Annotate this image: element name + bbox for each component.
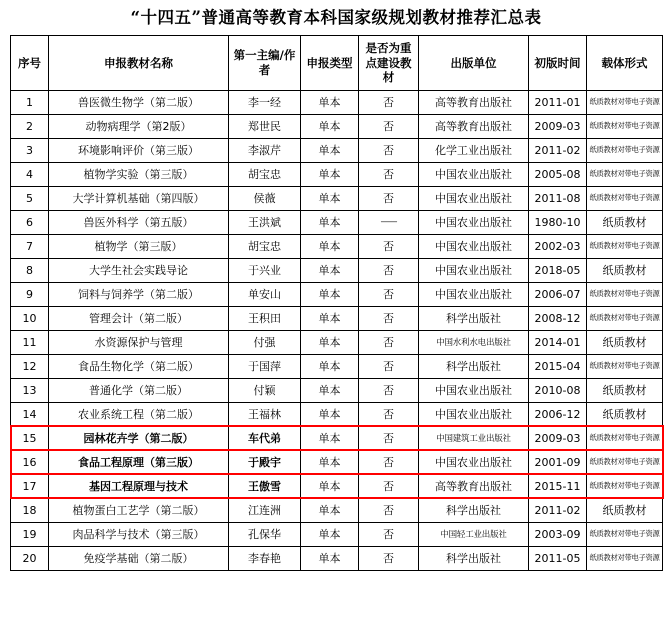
cell-publisher: 科学出版社	[419, 546, 529, 570]
column-header-publisher: 出版单位	[419, 35, 529, 90]
cell-application-type: 单本	[301, 402, 359, 426]
cell-index: 11	[11, 330, 49, 354]
page-title: “十四五”普通高等教育本科国家级规划教材推荐汇总表	[130, 8, 542, 27]
cell-textbook-name: 免疫学基础（第二版）	[49, 546, 229, 570]
cell-carrier-form: 纸质教材对带电子资源	[587, 162, 663, 186]
cell-textbook-name: 基因工程原理与技术	[49, 474, 229, 498]
cell-textbook-name: 植物学（第三版）	[49, 234, 229, 258]
cell-textbook-name: 肉品科学与技术（第三版）	[49, 522, 229, 546]
cell-publisher: 中国农业出版社	[419, 450, 529, 474]
cell-textbook-name: 普通化学（第二版）	[49, 378, 229, 402]
cell-key-construction: 否	[359, 498, 419, 522]
cell-key-construction: 否	[359, 426, 419, 450]
table-row	[11, 522, 663, 546]
cell-carrier-form: 纸质教材对带电子资源	[587, 546, 663, 570]
cell-first-edition-date: 2011-02	[529, 138, 587, 162]
cell-first-edition-date: 2018-05	[529, 258, 587, 282]
cell-author: 于兴业	[229, 258, 301, 282]
cell-author: 胡宝忠	[229, 234, 301, 258]
table-row	[11, 306, 663, 330]
column-header-date: 初版时间	[529, 35, 587, 90]
cell-first-edition-date: 2002-03	[529, 234, 587, 258]
cell-key-construction: 否	[359, 474, 419, 498]
cell-application-type: 单本	[301, 498, 359, 522]
cell-textbook-name: 植物蛋白工艺学（第二版）	[49, 498, 229, 522]
cell-author: 于国萍	[229, 354, 301, 378]
cell-first-edition-date: 2010-08	[529, 378, 587, 402]
cell-author: 车代弟	[229, 426, 301, 450]
cell-index: 17	[11, 474, 49, 498]
cell-application-type: 单本	[301, 474, 359, 498]
cell-carrier-form: 纸质教材对带电子资源	[587, 90, 663, 114]
cell-carrier-form: 纸质教材对带电子资源	[587, 426, 663, 450]
table-row	[11, 378, 663, 402]
cell-author: 王傲雪	[229, 474, 301, 498]
cell-carrier-form: 纸质教材	[587, 330, 663, 354]
cell-author: 胡宝忠	[229, 162, 301, 186]
cell-key-construction: 否	[359, 282, 419, 306]
column-header-index: 序号	[11, 35, 49, 90]
cell-index: 6	[11, 210, 49, 234]
cell-author: 郑世民	[229, 114, 301, 138]
cell-textbook-name: 管理会计（第二版）	[49, 306, 229, 330]
cell-author: 王积田	[229, 306, 301, 330]
cell-key-construction: 否	[359, 186, 419, 210]
textbook-table	[10, 35, 663, 571]
cell-author: 付颖	[229, 378, 301, 402]
cell-author: 王洪斌	[229, 210, 301, 234]
cell-first-edition-date: 2015-04	[529, 354, 587, 378]
column-header-type: 申报类型	[301, 35, 359, 90]
cell-publisher: 中国农业出版社	[419, 162, 529, 186]
cell-publisher: 中国农业出版社	[419, 378, 529, 402]
cell-first-edition-date: 2009-03	[529, 114, 587, 138]
cell-index: 14	[11, 402, 49, 426]
cell-key-construction: 否	[359, 450, 419, 474]
cell-publisher: 中国轻工业出版社	[419, 522, 529, 546]
cell-application-type: 单本	[301, 162, 359, 186]
cell-publisher: 中国农业出版社	[419, 210, 529, 234]
cell-textbook-name: 食品工程原理（第三版）	[49, 450, 229, 474]
cell-textbook-name: 大学生社会实践导论	[49, 258, 229, 282]
cell-application-type: 单本	[301, 282, 359, 306]
table-row	[11, 186, 663, 210]
cell-key-construction: 否	[359, 402, 419, 426]
cell-first-edition-date: 2008-12	[529, 306, 587, 330]
column-header-carrier: 载体形式	[587, 35, 663, 90]
cell-index: 15	[11, 426, 49, 450]
cell-publisher: 科学出版社	[419, 306, 529, 330]
cell-application-type: 单本	[301, 426, 359, 450]
table-body	[11, 90, 663, 570]
cell-index: 4	[11, 162, 49, 186]
cell-carrier-form: 纸质教材对带电子资源	[587, 306, 663, 330]
cell-textbook-name: 兽医外科学（第五版）	[49, 210, 229, 234]
cell-index: 8	[11, 258, 49, 282]
cell-application-type: 单本	[301, 138, 359, 162]
cell-first-edition-date: 2014-01	[529, 330, 587, 354]
cell-publisher: 中国农业出版社	[419, 402, 529, 426]
cell-index: 18	[11, 498, 49, 522]
table-row	[11, 234, 663, 258]
cell-publisher: 中国农业出版社	[419, 282, 529, 306]
cell-key-construction: 否	[359, 354, 419, 378]
cell-key-construction: 否	[359, 522, 419, 546]
table-row	[11, 498, 663, 522]
cell-publisher: 科学出版社	[419, 354, 529, 378]
cell-key-construction: 否	[359, 258, 419, 282]
cell-first-edition-date: 2011-05	[529, 546, 587, 570]
cell-index: 13	[11, 378, 49, 402]
cell-application-type: 单本	[301, 546, 359, 570]
table-row	[11, 282, 663, 306]
table-row	[11, 330, 663, 354]
cell-textbook-name: 植物学实验（第三版）	[49, 162, 229, 186]
cell-index: 7	[11, 234, 49, 258]
cell-publisher: 高等教育出版社	[419, 114, 529, 138]
cell-index: 12	[11, 354, 49, 378]
cell-carrier-form: 纸质教材	[587, 402, 663, 426]
cell-first-edition-date: 2011-08	[529, 186, 587, 210]
table-row	[11, 258, 663, 282]
cell-author: 付强	[229, 330, 301, 354]
cell-index: 3	[11, 138, 49, 162]
cell-application-type: 单本	[301, 186, 359, 210]
table-header-row	[11, 35, 663, 90]
cell-textbook-name: 饲料与饲养学（第二版）	[49, 282, 229, 306]
cell-publisher: 化学工业出版社	[419, 138, 529, 162]
cell-application-type: 单本	[301, 378, 359, 402]
cell-application-type: 单本	[301, 330, 359, 354]
table-row	[11, 162, 663, 186]
cell-author: 李淑芹	[229, 138, 301, 162]
cell-first-edition-date: 2003-09	[529, 522, 587, 546]
cell-first-edition-date: 2015-11	[529, 474, 587, 498]
cell-author: 李春艳	[229, 546, 301, 570]
cell-textbook-name: 水资源保护与管理	[49, 330, 229, 354]
cell-key-construction: 否	[359, 546, 419, 570]
cell-author: 王福林	[229, 402, 301, 426]
cell-key-construction: 否	[359, 138, 419, 162]
cell-index: 2	[11, 114, 49, 138]
cell-carrier-form: 纸质教材对带电子资源	[587, 114, 663, 138]
cell-textbook-name: 环境影响评价（第三版）	[49, 138, 229, 162]
cell-author: 李一经	[229, 90, 301, 114]
cell-carrier-form: 纸质教材对带电子资源	[587, 474, 663, 498]
table-row	[11, 426, 663, 450]
cell-publisher: 科学出版社	[419, 498, 529, 522]
cell-index: 1	[11, 90, 49, 114]
cell-index: 9	[11, 282, 49, 306]
cell-key-construction: 否	[359, 234, 419, 258]
cell-author: 单安山	[229, 282, 301, 306]
cell-index: 5	[11, 186, 49, 210]
cell-first-edition-date: 2006-12	[529, 402, 587, 426]
cell-application-type: 单本	[301, 210, 359, 234]
cell-author: 于殿宇	[229, 450, 301, 474]
cell-first-edition-date: 2009-03	[529, 426, 587, 450]
cell-first-edition-date: 2011-01	[529, 90, 587, 114]
cell-carrier-form: 纸质教材对带电子资源	[587, 354, 663, 378]
table-header	[11, 35, 663, 90]
cell-carrier-form: 纸质教材对带电子资源	[587, 282, 663, 306]
column-header-name: 申报教材名称	[49, 35, 229, 90]
cell-publisher: 中国农业出版社	[419, 234, 529, 258]
cell-textbook-name: 动物病理学（第2版）	[49, 114, 229, 138]
cell-author: 江连洲	[229, 498, 301, 522]
cell-publisher: 中国农业出版社	[419, 258, 529, 282]
column-header-author: 第一主编/作者	[229, 35, 301, 90]
cell-first-edition-date: 2001-09	[529, 450, 587, 474]
cell-key-construction: 否	[359, 114, 419, 138]
cell-textbook-name: 大学计算机基础（第四版）	[49, 186, 229, 210]
cell-carrier-form: 纸质教材	[587, 498, 663, 522]
cell-key-construction: 否	[359, 330, 419, 354]
cell-index: 20	[11, 546, 49, 570]
cell-first-edition-date: 2005-08	[529, 162, 587, 186]
table-row	[11, 114, 663, 138]
cell-key-construction: ——	[359, 210, 419, 234]
column-header-key: 是否为重点建设教材	[359, 35, 419, 90]
cell-carrier-form: 纸质教材对带电子资源	[587, 186, 663, 210]
cell-textbook-name: 食品生物化学（第二版）	[49, 354, 229, 378]
table-row	[11, 210, 663, 234]
cell-carrier-form: 纸质教材对带电子资源	[587, 138, 663, 162]
cell-carrier-form: 纸质教材	[587, 258, 663, 282]
cell-textbook-name: 农业系统工程（第二版）	[49, 402, 229, 426]
table-row	[11, 90, 663, 114]
cell-textbook-name: 园林花卉学（第二版）	[49, 426, 229, 450]
cell-index: 19	[11, 522, 49, 546]
cell-first-edition-date: 2006-07	[529, 282, 587, 306]
cell-publisher: 高等教育出版社	[419, 90, 529, 114]
cell-application-type: 单本	[301, 306, 359, 330]
table-row	[11, 354, 663, 378]
cell-carrier-form: 纸质教材	[587, 378, 663, 402]
table-row	[11, 402, 663, 426]
cell-key-construction: 否	[359, 378, 419, 402]
cell-carrier-form: 纸质教材对带电子资源	[587, 234, 663, 258]
cell-application-type: 单本	[301, 354, 359, 378]
cell-key-construction: 否	[359, 90, 419, 114]
cell-author: 孔保华	[229, 522, 301, 546]
table-row	[11, 546, 663, 570]
cell-publisher: 中国农业出版社	[419, 186, 529, 210]
cell-application-type: 单本	[301, 522, 359, 546]
cell-key-construction: 否	[359, 162, 419, 186]
table-row	[11, 450, 663, 474]
cell-application-type: 单本	[301, 114, 359, 138]
cell-first-edition-date: 1980-10	[529, 210, 587, 234]
cell-publisher: 高等教育出版社	[419, 474, 529, 498]
cell-publisher: 中国水利水电出版社	[419, 330, 529, 354]
cell-application-type: 单本	[301, 234, 359, 258]
cell-index: 10	[11, 306, 49, 330]
cell-textbook-name: 兽医微生物学（第二版）	[49, 90, 229, 114]
cell-carrier-form: 纸质教材对带电子资源	[587, 522, 663, 546]
table-row	[11, 474, 663, 498]
table-row	[11, 138, 663, 162]
cell-publisher: 中国建筑工业出版社	[419, 426, 529, 450]
cell-first-edition-date: 2011-02	[529, 498, 587, 522]
cell-index: 16	[11, 450, 49, 474]
cell-carrier-form: 纸质教材	[587, 210, 663, 234]
cell-application-type: 单本	[301, 90, 359, 114]
cell-key-construction: 否	[359, 306, 419, 330]
cell-carrier-form: 纸质教材对带电子资源	[587, 450, 663, 474]
cell-application-type: 单本	[301, 450, 359, 474]
cell-application-type: 单本	[301, 258, 359, 282]
cell-author: 侯薇	[229, 186, 301, 210]
